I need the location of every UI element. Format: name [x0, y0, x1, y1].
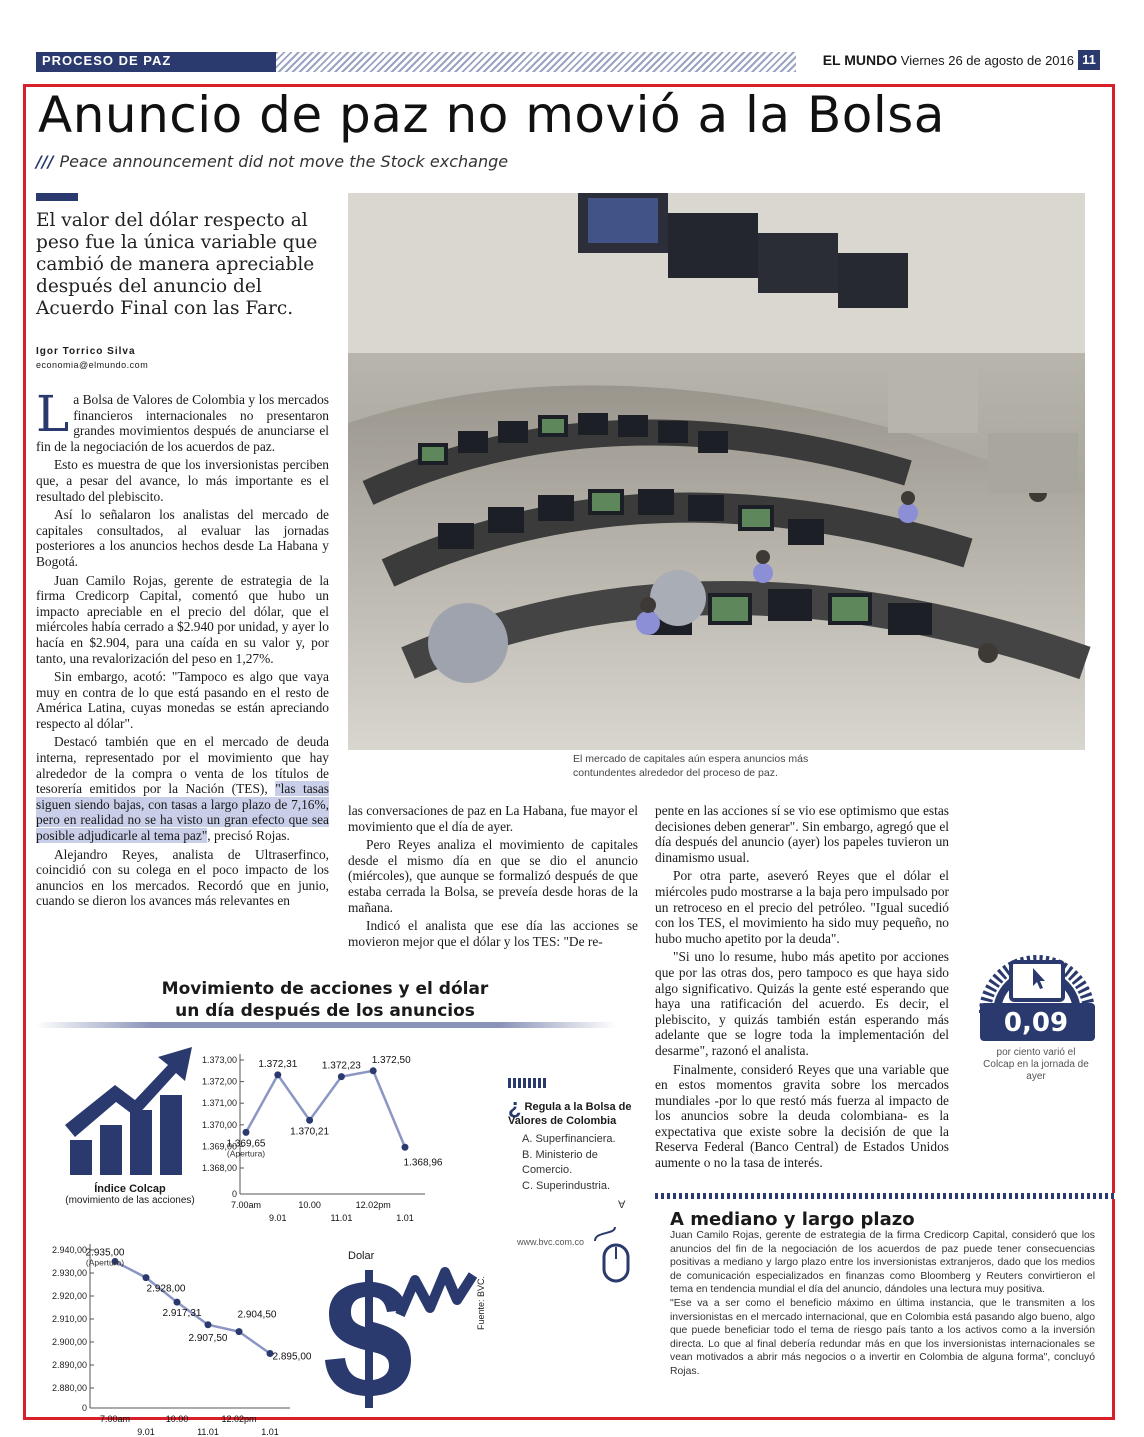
apertura-label: (Apertura) — [85, 1257, 125, 1268]
dolar-chart — [30, 1240, 312, 1437]
quiz-question-text: Regula a la Bolsa de Valores de Colombia — [508, 1101, 632, 1128]
dolar-label: Dolar — [348, 1250, 375, 1262]
y-tick-label: 2.930,00 — [51, 1268, 87, 1278]
x-tick-label: 7.00am — [230, 1200, 262, 1210]
quiz-question — [508, 1094, 638, 1128]
data-point — [174, 1299, 181, 1306]
data-point — [236, 1328, 243, 1335]
growth-arrow-icon — [60, 1045, 200, 1180]
quiz-option: C. Superindustria. — [522, 1179, 611, 1192]
colcap-label: Índice Colcap — [94, 1183, 166, 1195]
x-tick-label: 9.01 — [269, 1213, 287, 1223]
body-column-3 — [655, 803, 949, 1174]
dollar-sign-icon — [305, 1260, 480, 1410]
sidebar-title: A mediano y largo plazo — [670, 1209, 915, 1230]
quiz-option: A. Superfinanciera. — [522, 1133, 616, 1146]
paragraph: Sin embargo, acotó: "Tampoco es algo que vaya muy en contra de lo que está pasando en el resto de América Latina, cuyas monedas se están apreciando respecto al dólar". — [36, 669, 329, 731]
web-address: www.bvc.com.co — [517, 1237, 585, 1247]
y-tick-label: 2.910,00 — [51, 1314, 87, 1324]
y-tick-label: 1.371,00 — [201, 1098, 237, 1109]
body-column-1 — [36, 385, 330, 912]
colcap-chart — [190, 1050, 490, 1230]
paragraph: Así lo señalaron los analistas del mercado de capitales consultados, al evaluar las jornadas posteriores a los anuncios hechos desde La Habana y Bogotá. — [36, 507, 329, 569]
stat-value: 0,09 — [1003, 1008, 1069, 1038]
x-tick-label: 1.01 — [396, 1213, 414, 1223]
quiz-box — [508, 1094, 638, 1210]
y-tick-label: 0 — [81, 1403, 87, 1413]
quiz-options — [522, 1132, 638, 1194]
x-tick-label: 12.02pm — [355, 1200, 391, 1210]
x-tick-label: 10.00 — [165, 1414, 189, 1424]
sidebar-body — [670, 1229, 1095, 1379]
y-tick-label: 1.372,00 — [201, 1076, 237, 1087]
paragraph-text: , precisó Rojas. — [207, 828, 290, 844]
subhead-text: Peace announcement did not move the Stock exchange — [59, 152, 509, 171]
y-tick-label: 2.900,00 — [51, 1337, 87, 1347]
data-label: 2.904,50 — [237, 1309, 277, 1321]
x-tick-label: 10.00 — [298, 1200, 321, 1210]
issue-date: Viernes 26 de agosto de 2016 — [900, 53, 1074, 68]
paragraph: Pero Reyes analiza el movimiento de capitales desde el mismo día en que se dio el anuncio (miércoles), que aunque se formalizó después de que estaba cerrada la Bolsa, se preveía desde horas de la mañana. — [348, 837, 638, 915]
colcap-legend — [60, 1183, 200, 1207]
infographic-title-line: un día después de los anuncios — [175, 1001, 475, 1021]
paragraph: "Si uno lo resume, hubo más apetito por acciones que por las otras dos, pero tampoco es que haya sido algo significativo. Quizás la gente esté esperando que haya una ratificación del acuerdo. Es decir, el plebiscito, y quizás también están esperando más adelante que se logre toda la implementación del desarme", razonó el analista. — [655, 949, 949, 1058]
infographic-title — [40, 978, 610, 1022]
section-tag — [36, 52, 276, 72]
data-label: 1.369,65 — [226, 1138, 266, 1150]
masthead — [823, 52, 1074, 68]
lead-bar — [36, 193, 78, 201]
y-tick-label: 2.940,00 — [51, 1245, 87, 1255]
paragraph-text: Destacó también que en el mercado de deuda interna, representado por el movimiento que hay alrededor de la compra o venta de los títulos de tesorería emitidos por la Nación (TES), — [36, 734, 329, 797]
paragraph: Indicó el analista que ese día las acciones se movieron mejor que el dólar y los TES: "De re- — [348, 918, 638, 949]
y-tick-label: 0 — [231, 1189, 237, 1199]
dropcap: L — [36, 385, 70, 443]
y-tick-label: 2.880,00 — [51, 1383, 87, 1393]
quiz-bar — [508, 1078, 548, 1088]
x-tick-label: 9.01 — [137, 1427, 155, 1437]
section-rule — [276, 52, 796, 72]
data-point — [243, 1129, 250, 1136]
paper-name: EL MUNDO — [822, 52, 898, 68]
y-tick-label: 1.369,00 — [201, 1141, 237, 1152]
x-tick-label: 11.01 — [330, 1213, 353, 1223]
x-tick-label: 11.01 — [197, 1427, 219, 1437]
quiz-answer: A — [618, 1197, 626, 1210]
photo-illustration — [348, 193, 1085, 750]
y-tick-label: 1.368,00 — [201, 1163, 237, 1173]
paragraph: Finalmente, consideró Reyes que una variable que en estos momentos gravita sobre los mercados mundiales -por lo que restó más fuerza al impacto de los anuncios sobre la deuda colombiana- es la expectativa que existe sobre la decisión de que la Reserva Federal (Banco Central) de Estados Unidos aumente o no la tasa de interés. — [655, 1061, 949, 1171]
data-label: 1.368,96 — [403, 1157, 443, 1169]
infographic-band — [36, 1022, 616, 1028]
data-point — [402, 1144, 409, 1151]
apertura-label: (Apertura) — [226, 1148, 266, 1159]
paragraph: Por otra parte, aseveró Reyes que el dólar el miércoles pudo mostrarse a la baja pero impulsado por un retroceso en el precio del petróleo. "Igual sucedió con los TES, el movimiento ha sido muy pequeño, no hubo mucho apetito por la deuda". — [655, 868, 949, 946]
paragraph: Esto es muestra de que los inversionistas perciben que, a pesar del avance, lo más importante es el resultado del plebiscito. — [36, 457, 329, 504]
source-note: Fuente: BVC. — [476, 1275, 486, 1330]
lead-paragraph: El valor del dólar respecto al peso fue la única variable que cambió de manera apreciable después del anuncio del Acuerdo Final con las Farc. — [36, 210, 318, 319]
subhead-slashes: /// — [36, 152, 54, 171]
data-label: 1.372,31 — [258, 1058, 298, 1070]
byline-author: Igor Torrico Silva — [36, 346, 136, 357]
paragraph: Juan Camilo Rojas, gerente de estrategia de la firma Credicorp Capital, consideró que los anuncios del fin de la negociación de los acuerdos de paz puede tener consecuencias positivas a mediano y largo plazo entre los inversionistas extranjeros, dado que los medios de comunicación especializados en finanzas como Bloomberg y Reuters convirtieron el tema en tendencia mundial el día del anuncio, dándoles una lectura muy positiva. — [670, 1230, 1095, 1296]
data-label: 2.917,31 — [162, 1308, 202, 1320]
byline-email: economia@elmundo.com — [36, 360, 149, 370]
data-label: 1.370,21 — [290, 1126, 330, 1138]
x-tick-label: 1.01 — [261, 1427, 279, 1437]
stat-caption: por ciento varió el Colcap en la jornada de ayer — [983, 1047, 1089, 1082]
subhead — [36, 152, 508, 171]
page-number: 11 — [1078, 50, 1100, 70]
paragraph — [36, 734, 329, 843]
data-label: 2.907,50 — [188, 1332, 228, 1344]
photo-caption: El mercado de capitales aún espera anuncios más contundentes alrededor del proceso de paz. — [573, 753, 809, 779]
paragraph: pente en las acciones sí se vio ese optimismo que estas decisiones deben generar". Sin embargo, agregó que el día después del anuncio (ayer) los papeles tuvieron un dinamismo usual. — [655, 803, 949, 865]
data-label: 2.935,00 — [85, 1247, 125, 1259]
infographic-title-line: Movimiento de acciones y el dólar — [161, 979, 489, 999]
mouse-icon — [590, 1225, 640, 1285]
data-point — [205, 1321, 212, 1328]
colcap-sub: (movimiento de las acciones) — [65, 1195, 195, 1206]
x-tick-label: 12.02pm — [221, 1414, 257, 1424]
data-point — [338, 1073, 345, 1080]
trading-floor-photo — [348, 193, 1085, 750]
paragraph: Alejandro Reyes, analista de Ultraserfinco, coincidió con su colega en el poco impacto de los anuncios en los mercados. Recordó que en junio, cuando se dieron los avances más relevantes en — [36, 846, 329, 909]
headline: Anuncio de paz no movió a la Bolsa — [38, 86, 945, 144]
data-label: 1.372,50 — [371, 1054, 411, 1066]
paragraph: a Bolsa de Valores de Colombia y los mercados financieros internacionales no presentaron grandes movimientos después de anunciarse el fin de la negociación de los acuerdos de paz. — [36, 392, 329, 454]
data-point — [143, 1274, 150, 1281]
body-column-2 — [348, 803, 638, 952]
quiz-option: B. Ministerio de Comercio. — [522, 1148, 598, 1177]
data-label: 2.895,00 — [272, 1351, 312, 1363]
question-mark-icon: ¿ — [508, 1094, 522, 1120]
x-tick-label: 7.00am — [99, 1414, 131, 1424]
y-tick-label: 2.890,00 — [51, 1360, 87, 1370]
sidebar-rule — [655, 1193, 1115, 1199]
paragraph: Juan Camilo Rojas, gerente de estrategia de la firma Credicorp Capital, comentó que hubo un impacto apreciable en el precio del dólar, que el miércoles había cerrado a $2.940 por unidad, y ayer lo hacía en $2.904, para una caída en su valor y, por tanto, una revalorización del peso en 1,27%. — [36, 572, 329, 666]
data-point — [306, 1117, 313, 1124]
y-tick-label: 1.370,00 — [201, 1119, 237, 1130]
section-label: PROCESO DE PAZ — [42, 53, 172, 68]
data-label: 2.928,00 — [146, 1283, 186, 1295]
data-label: 1.372,23 — [321, 1060, 361, 1072]
paragraph: "Ese va a ser como el beneficio máximo en última instancia, que le transmiten a los inversionistas en el mercado internacional, que en Colombia está pasando algo bueno, algo que puede beneficiar todo el tema de riesgo país tanto a los activos como a la inversión directa. Lo que al final debería redundar más en que los inversionistas internacionales se vean motivados a abrir más negocios o a invertir en Colombia de alguna forma", concluyó Rojas. — [670, 1297, 1095, 1377]
data-point — [370, 1067, 377, 1074]
data-point — [274, 1071, 281, 1078]
y-tick-label: 2.920,00 — [51, 1291, 87, 1301]
y-tick-label: 1.373,00 — [201, 1055, 237, 1065]
highlighted-quote: "las tasas siguen siendo bajas, con tasas a largo plazo de 7,16%, pero en realidad no se ha visto un gran efecto que sea posible adjudicarle al tema paz" — [36, 781, 330, 844]
paragraph: las conversaciones de paz en La Habana, fue mayor el movimiento que el día de ayer. — [348, 803, 638, 834]
